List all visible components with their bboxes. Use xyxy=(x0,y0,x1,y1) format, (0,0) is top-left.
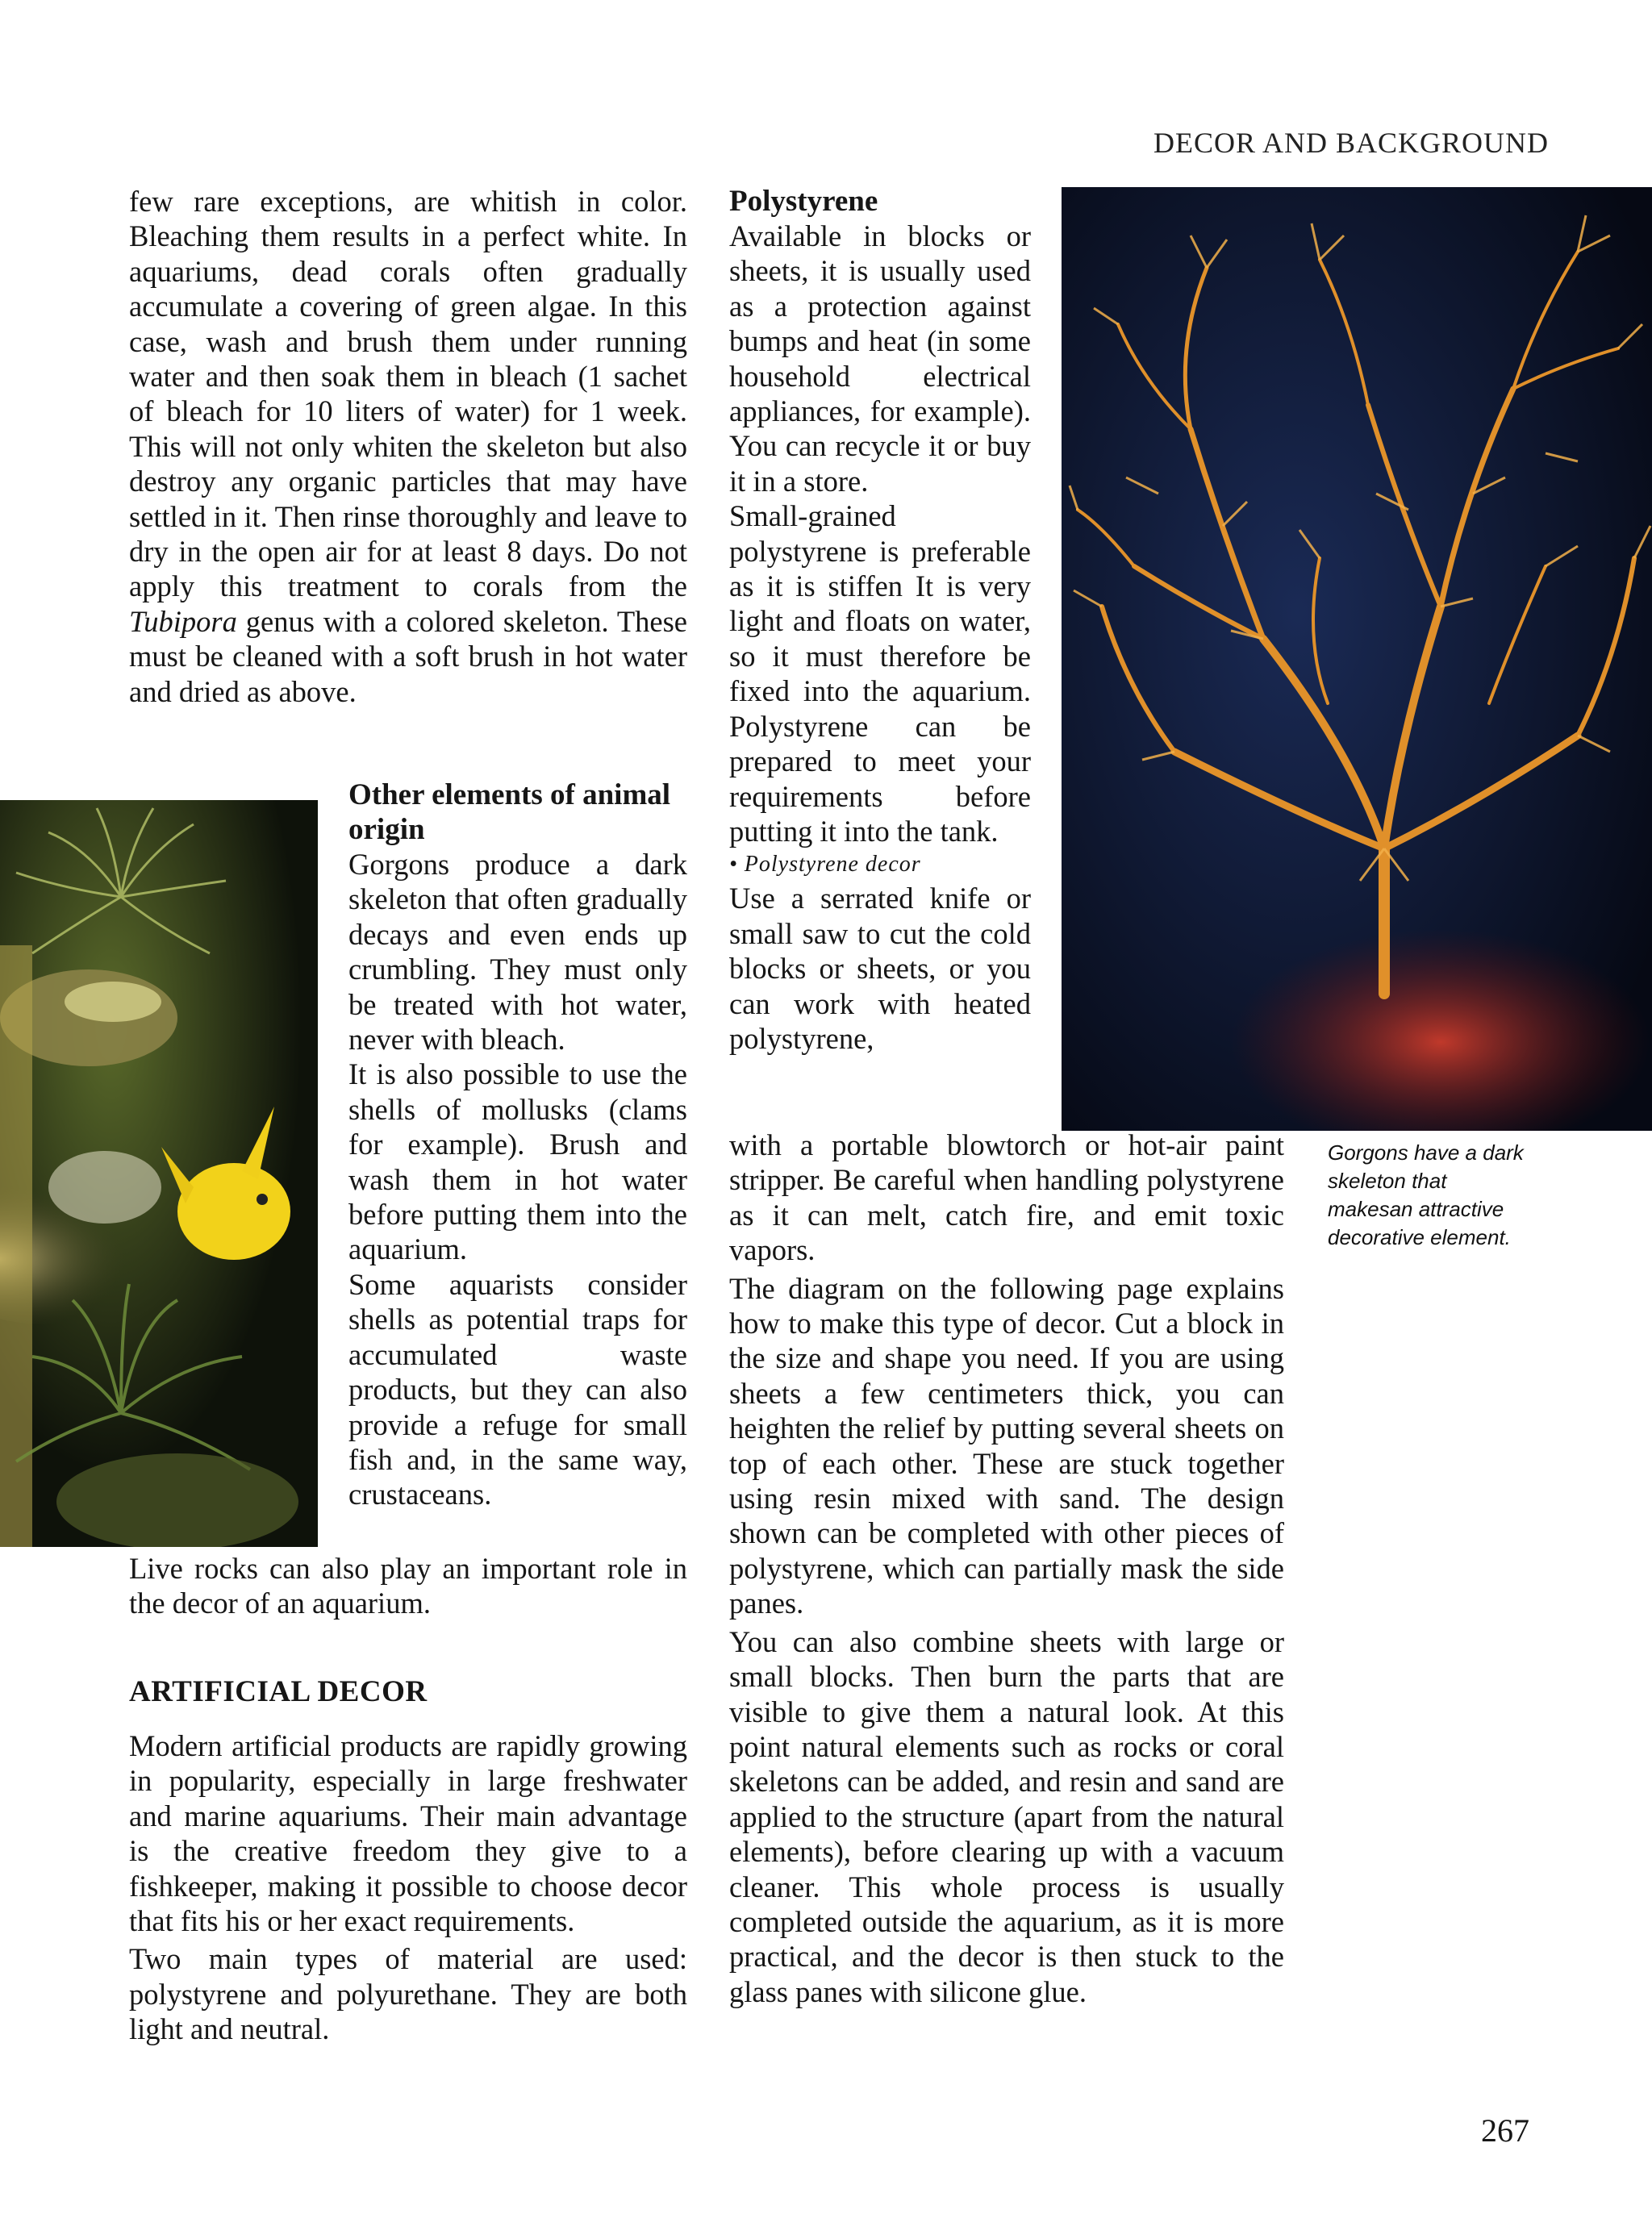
artificial-paragraph-1: Modern artificial products are rapidly growing in popularity, especially in large freshwater and marine aquariums. Their main advantage is the creative freedom they give to a fishkeeper, making it possible to choose decor that fits his or her exact requirements. xyxy=(129,1729,687,1938)
intro-paragraph xyxy=(129,184,687,709)
left-intro xyxy=(129,184,687,709)
animal-paragraph-2: It is also possible to use the shells of mollusks (clams for example). Brush and wash them in hot water before putting them into the aquarium. xyxy=(348,1057,687,1266)
decor-paragraph-2: The diagram on the following page explains how to make this type of decor. Cut a block in the size and shape you need. If you are using sheets a few centimeters thick, you can heighten the relief by putting several sheets on top of each other. These are stuck together using resin mixed with sand. The design shown can be completed with other pieces of polystyrene, which can partially mask the side panes. xyxy=(729,1271,1284,1620)
gorgonian-coral-photo xyxy=(1062,187,1652,1131)
intro-text-pre: few rare exceptions, are whitish in color. Bleaching them results in a perfect white. In aquariums, dead corals often gradually accumulate a covering of green algae. In this case, wash and brush them under running water and then soak them in bleach (1 sachet of bleach for 10 liters of water) for 1 week. This will not only whiten the skeleton but also destroy any organic particles that may have settled in it. Then rinse thoroughly and leave to dry in the open air for at least 8 days. Do not apply this treatment to corals from the xyxy=(129,185,687,603)
photo-caption: Gorgons have a dark skeleton that makesan attractive decorative element. xyxy=(1328,1140,1524,1249)
animal-paragraph-3: Some aquarists consider shells as potential traps for accumulated waste products, but they can also provide a refuge for small fish and, in the same way, crustaceans. xyxy=(348,1267,687,1511)
live-rocks-block xyxy=(129,1551,687,1621)
artificial-decor-heading: ARTIFICIAL DECOR xyxy=(129,1675,428,1708)
animal-paragraph-1: Gorgons produce a dark skeleton that often gradually decays and even ends up crumbling. They must only be treated with hot water, never with bleach. xyxy=(348,848,687,1057)
artificial-decor-body xyxy=(129,1728,687,2047)
polystyrene-paragraph-2: Small-grained polystyrene is preferable as it is stiffen It is very light and floats on water, so it must therefore be fixed into the aquarium. Polystyrene can be prepared to meet your requirements before putting it into the tank. xyxy=(729,499,1031,848)
polystyrene-paragraph-1: Available in blocks or sheets, it is usually used as a protection against bumps and heat (in some household electrical appliances, for example). You can recycle it or buy it in a store. xyxy=(729,219,1031,498)
polystyrene-heading: Polystyrene xyxy=(729,185,878,218)
polystyrene-decor-bullet: • Polystyrene decor xyxy=(729,852,921,878)
intro-text-post: genus with a colored skeleton. These must be cleaned with a soft brush in hot water and dried as above. xyxy=(129,604,687,708)
running-header: DECOR AND BACKGROUND xyxy=(1153,127,1549,159)
aquarium-fish-photo xyxy=(0,800,318,1547)
page-number: 267 xyxy=(1481,2112,1529,2149)
live-rocks-paragraph: Live rocks can also play an important role in the decor of an aquarium. xyxy=(129,1552,687,1620)
polystyrene-section xyxy=(729,184,1031,1056)
decor-paragraph-narrow: Use a serrated knife or small saw to cut the cold blocks or sheets, or you can work with heated polystyrene, xyxy=(729,882,1031,1055)
intro-text-italic: Tubipora xyxy=(129,604,237,638)
decor-paragraph-3: You can also combine sheets with large or small blocks. Then burn the parts that are visible to give them a natural look. At this point natural elements such as rocks or coral skeletons can be added, and resin and sand are applied to the structure (apart from the natural elements), before clearing up with a vacuum cleaner. This whole process is usually completed outside the aquarium, as it is more practical, and the decor is then stuck to the glass panes with silicone glue. xyxy=(729,1624,1284,2008)
decor-wide-section xyxy=(729,1128,1284,2009)
animal-origin-heading: Other elements of animal origin xyxy=(348,778,671,846)
animal-origin-section xyxy=(348,778,687,1512)
artificial-paragraph-2: Two main types of material are used: polystyrene and polyurethane. They are both light and neutral. xyxy=(129,1942,687,2046)
decor-paragraph-wide: with a portable blowtorch or hot-air paint stripper. Be careful when handling polystyrene as it can melt, catch fire, and emit toxic vapors. xyxy=(729,1128,1284,1267)
